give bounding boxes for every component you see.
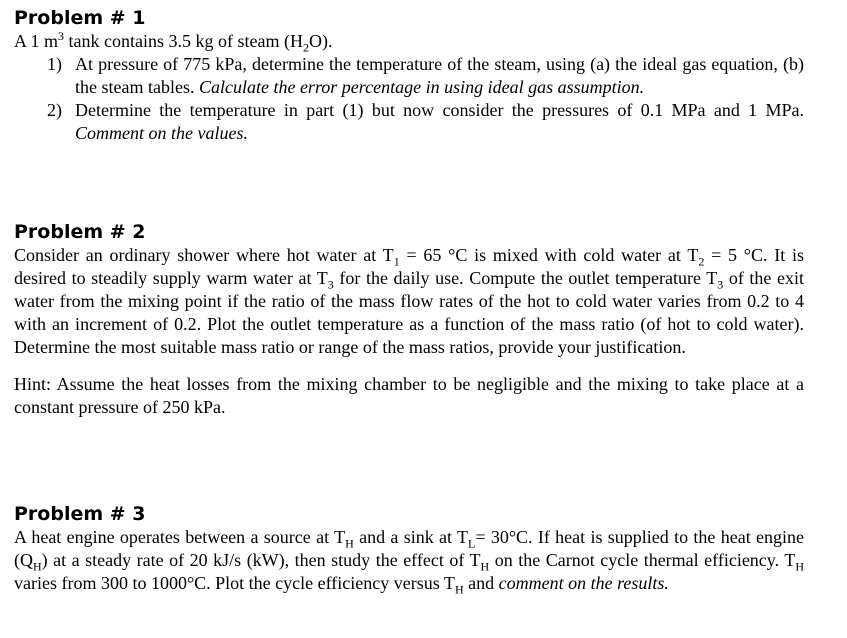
problem-1-intro bbox=[14, 30, 804, 53]
problem-2-sub-1: 1 bbox=[393, 254, 400, 269]
problem-2-sub-4: 3 bbox=[717, 277, 724, 292]
problem-2-body bbox=[14, 244, 804, 359]
problem-3-text-f: varies from 300 to 1000°C. Plot the cycle efficiency versus T bbox=[14, 573, 455, 593]
list-item-text-emphasis: Calculate the error percentage in using ideal gas assumption. bbox=[198, 77, 645, 97]
problem-3-sub-6: H bbox=[454, 582, 464, 597]
problem-2-heading: Problem # 2 bbox=[14, 221, 146, 243]
problem-1-list bbox=[14, 53, 804, 145]
problem-1-intro-sup: 3 bbox=[58, 29, 65, 43]
problem-1-intro-text-a: A 1 m bbox=[14, 31, 59, 51]
problem-3-body bbox=[14, 526, 804, 595]
problem-3-text-c: = 30°C. If heat is supplied to the heat engine (Q bbox=[14, 527, 805, 570]
problem-3-text-e: on the Carnot cycle thermal efficiency. T bbox=[489, 550, 796, 570]
list-item bbox=[14, 99, 804, 145]
problem-1-heading: Problem # 1 bbox=[14, 7, 146, 29]
problem-3-heading: Problem # 3 bbox=[14, 503, 146, 525]
problem-3-sub-5: H bbox=[795, 559, 804, 574]
list-item-text: At pressure of 775 kPa, determine the temperature of the steam, using (a) the ideal gas equation, (b) the steam tables. bbox=[75, 54, 804, 97]
problem-1-intro-text-c: O). bbox=[308, 31, 333, 51]
problem-2-sub-3: 3 bbox=[327, 277, 334, 292]
problem-1-intro-sub: 2 bbox=[302, 40, 309, 55]
problem-2-text-c: = 5 °C. It is desired to steadily supply warm water at T bbox=[14, 245, 805, 288]
list-item-text: Determine the temperature in part (1) but now consider the pressures of 0.1 MPa and 1 MPa. bbox=[75, 100, 804, 120]
problem-2-section bbox=[14, 220, 804, 419]
problem-2-text-e: of the exit water from the mixing point if the ratio of the mass flow rates of the hot to cold water varies from 0.2 to 4 with an increment of 0.2. Plot the outlet temperature as a function of the mass ratio (of hot to cold water). Determine the most suitable mass ratio or range of the mass ratios, provide your justification. bbox=[14, 268, 805, 357]
problem-3-sub-4: H bbox=[480, 559, 490, 574]
problem-2-text-d: for the daily use. Compute the outlet temperature T bbox=[333, 268, 718, 288]
problem-3-text-b: and a sink at T bbox=[353, 527, 469, 547]
problem-3-text-a: A heat engine operates between a source at T bbox=[14, 527, 346, 547]
problem-3-text-g: and bbox=[463, 573, 499, 593]
list-item bbox=[14, 53, 804, 99]
problem-2-text-a: Consider an ordinary shower where hot water at T bbox=[14, 245, 394, 265]
problem-2-hint: Hint: Assume the heat losses from the mixing chamber to be negligible and the mixing to take place at a constant pressure of 250 kPa. bbox=[14, 374, 804, 417]
problem-3-sub-1: H bbox=[345, 536, 354, 551]
problem-2-text-b: = 65 °C is mixed with cold water at T bbox=[399, 245, 699, 265]
problem-2-sub-2: 2 bbox=[698, 254, 705, 269]
list-item-number: 2) bbox=[47, 100, 62, 120]
problem-3-sub-2: L bbox=[468, 536, 476, 551]
problem-1-intro-text-b: tank contains 3.5 kg of steam (H bbox=[64, 31, 303, 51]
list-item-text-emphasis: Comment on the values. bbox=[75, 123, 248, 143]
list-item-number: 1) bbox=[47, 54, 62, 74]
problem-3-sub-3: H bbox=[33, 559, 42, 574]
problem-3-section bbox=[14, 502, 804, 595]
problem-3-text-emphasis: comment on the results. bbox=[498, 573, 669, 593]
problem-3-text-d: ) at a steady rate of 20 kJ/s (kW), then study the effect of T bbox=[41, 550, 481, 570]
problem-1-section bbox=[14, 6, 804, 145]
